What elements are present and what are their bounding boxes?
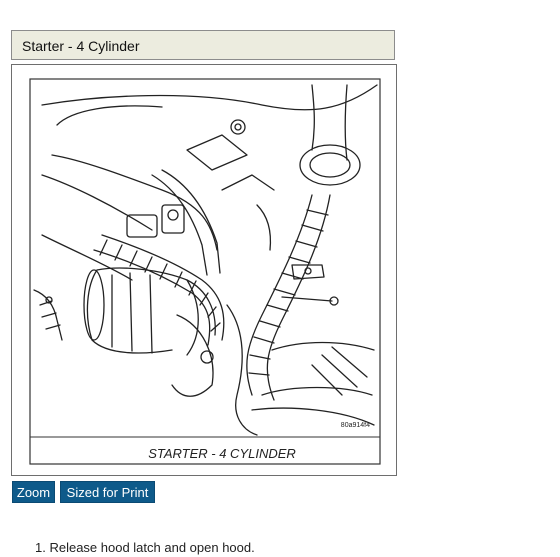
section-title-bar — [11, 30, 395, 60]
procedure-step-list — [35, 540, 255, 555]
figure-code: 80a914f4 — [340, 422, 370, 429]
section-title: Starter - 4 Cylinder — [22, 38, 140, 54]
zoom-button[interactable]: Zoom — [12, 481, 55, 503]
figure-caption: STARTER - 4 CYLINDER — [148, 446, 296, 461]
starter-illustration — [12, 65, 396, 475]
procedure-step: 1. Release hood latch and open hood. — [35, 540, 255, 555]
figure-frame — [11, 64, 397, 476]
sized-for-print-button[interactable]: Sized for Print — [60, 481, 155, 503]
